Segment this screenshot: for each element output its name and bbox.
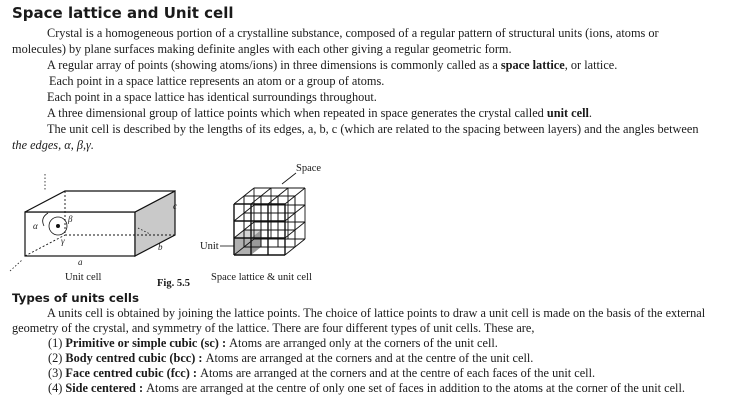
- item-term: Primitive or simple cubic: [65, 336, 198, 350]
- item-description: Atoms are arranged at the corners and at the centre of each faces of the unit cell.: [200, 366, 596, 380]
- label-gamma: γ: [61, 236, 65, 246]
- unit-cell-description-line-2: the edges, α, β,γ.: [12, 138, 94, 152]
- unit-cell-term: unit cell: [546, 106, 589, 120]
- definition-text: A three dimensional group of lattice points which when repeated in space generates the crystal called: [47, 106, 547, 120]
- definition-tail: , or lattice.: [564, 58, 618, 72]
- intro-line-2: molecules) by plane surfaces making definite angles with each other giving a regular geometric form.: [12, 42, 512, 56]
- page-title: Space lattice and Unit cell: [12, 4, 234, 22]
- definition-tail: .: [588, 106, 592, 120]
- item-number: (2): [48, 351, 66, 365]
- item-term: Face centred cubic: [65, 366, 164, 380]
- lattice-point-fact-1: Each point in a space lattice represents an atom or a group of atoms.: [49, 74, 385, 88]
- lattice-point-fact-2: Each point in a space lattice has identical surroundings throughout.: [47, 90, 377, 104]
- definition-text: A regular array of points (showing atoms/ions) in three dimensions is commonly called as a: [47, 58, 501, 72]
- item-abbr: (fcc) :: [163, 366, 201, 380]
- item-description: Atoms are arranged at the centre of only one set of faces in addition to the atoms at the corner of the unit cell.: [146, 381, 685, 395]
- item-abbr: (sc) :: [197, 336, 230, 350]
- unit-cell-description-line-1: The unit cell is described by the lengths of its edges, a, b, c (which are related to the spacing between layers) and the angles between: [47, 122, 699, 136]
- type-item-2: [48, 351, 533, 367]
- item-term: Body centred cubic: [65, 351, 167, 365]
- label-c: c: [173, 201, 177, 211]
- item-number: (3): [48, 366, 66, 380]
- unit-label: Unit: [200, 241, 219, 252]
- item-term: Side centered: [65, 381, 136, 395]
- unit-cell-caption: Unit cell: [65, 272, 102, 283]
- figure-number: Fig. 5.5: [157, 278, 190, 289]
- type-item-4: [48, 381, 685, 397]
- types-intro-line-1: A units cell is obtained by joining the lattice points. The choice of lattice points to draw a unit cell is made on the basis of the external: [47, 306, 706, 320]
- item-description: Atoms are arranged at the corners and at the centre of the unit cell.: [205, 351, 534, 365]
- space-lattice-caption: Space lattice & unit cell: [211, 272, 312, 283]
- intro-line-1: Crystal is a homogeneous portion of a crystalline substance, composed of a regular pattern of structural units (ions, atoms or: [47, 26, 659, 40]
- item-abbr: (bcc) :: [166, 351, 206, 365]
- type-item-3: [48, 366, 595, 382]
- item-description: Atoms are arranged only at the corners of the unit cell.: [229, 336, 498, 350]
- item-number: (1): [48, 336, 66, 350]
- types-heading: Types of units cells: [12, 291, 139, 305]
- label-b: b: [158, 242, 163, 252]
- space-pointer: [282, 173, 296, 184]
- item-number: (4): [48, 381, 66, 395]
- label-beta: β: [68, 214, 73, 224]
- type-item-1: [48, 336, 498, 352]
- types-intro-line-2: geometry of the crystal, and symmetry of the lattice. There are four different types of unit cells. These are,: [12, 321, 535, 335]
- item-abbr: :: [135, 381, 147, 395]
- label-alpha: α: [33, 221, 38, 231]
- space-label: Space: [296, 163, 322, 174]
- space-lattice-term: space lattice: [500, 58, 565, 72]
- label-a: a: [78, 257, 83, 267]
